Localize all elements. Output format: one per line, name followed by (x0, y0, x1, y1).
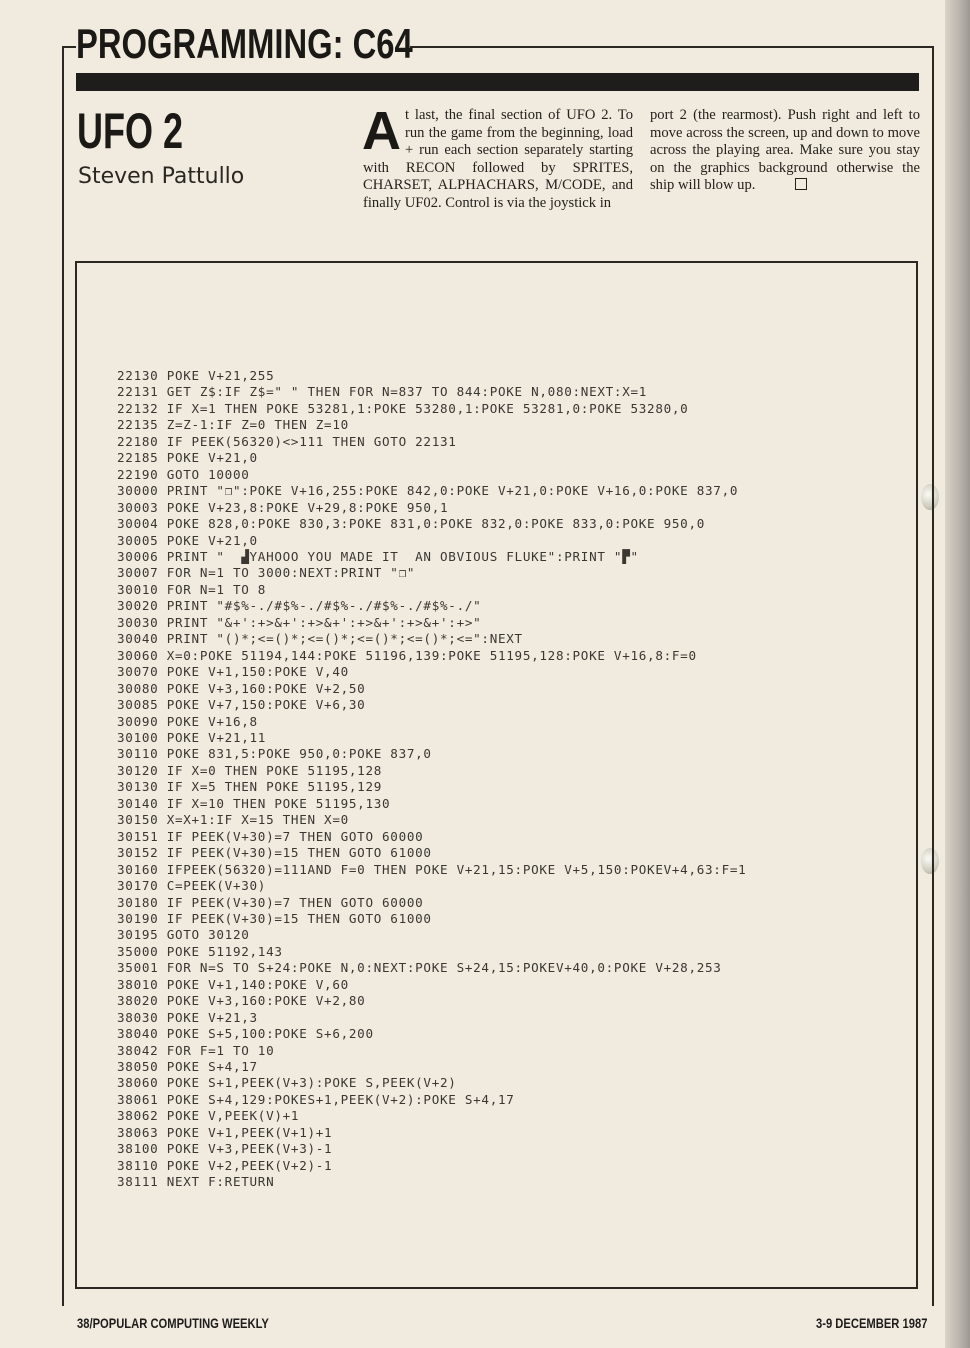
listing-line: 30120 IF X=0 THEN POKE 51195,128 (117, 762, 383, 778)
listing-line: 30190 IF PEEK(V+30)=15 THEN GOTO 61000 (117, 910, 432, 926)
listing-line: 30003 POKE V+23,8:POKE V+29,8:POKE 950,1 (117, 499, 449, 515)
listing-line: 30085 POKE V+7,150:POKE V+6,30 (117, 697, 366, 713)
listing-line: 38111 NEXT F:RETURN (117, 1174, 275, 1190)
listing-line: 30020 PRINT "#$%-./#$%-./#$%-./#$%-./#$%-./" (117, 598, 482, 614)
section-title: PROGRAMMING: C64 (76, 20, 413, 67)
listing-line: 22132 IF X=1 THEN POKE 53281,1:POKE 53280,1:POKE 53281,0:POKE 53280,0 (117, 400, 689, 416)
listing-line: 38042 FOR F=1 TO 10 (117, 1042, 275, 1058)
header-bar (76, 73, 919, 91)
binding-hole (921, 484, 939, 510)
frame-left-rule (62, 46, 64, 1306)
intro-column-2 (650, 107, 920, 195)
listing-line: 35000 POKE 51192,143 (117, 943, 283, 959)
intro-text-2: port 2 (the rearmost). Push right and left to move across the screen, up and down to move across the playing area. Make sure you stay on the graphics background otherwise the ship will blow up. (650, 107, 920, 193)
drop-cap: A (362, 101, 401, 161)
listing-line: 38050 POKE S+4,17 (117, 1059, 258, 1075)
listing-line: 38030 POKE V+21,3 (117, 1009, 258, 1025)
listing-line: 30130 IF X=5 THEN POKE 51195,129 (117, 779, 383, 795)
author-byline: Steven Pattullo (78, 164, 245, 189)
listing-line: 30140 IF X=10 THEN POKE 51195,130 (117, 795, 391, 811)
listing-line: 22131 GET Z$:IF Z$=" " THEN FOR N=837 TO 844:POKE N,080:NEXT:X=1 (117, 384, 648, 400)
listing-line: 38100 POKE V+3,PEEK(V+3)-1 (117, 1141, 333, 1157)
listing-line: 22135 Z=Z-1:IF Z=0 THEN Z=10 (117, 417, 349, 433)
listing-line: 30000 PRINT "❐":POKE V+16,255:POKE 842,0:POKE V+21,0:POKE V+16,0:POKE 837,0 (117, 483, 739, 499)
intro-text-1: t last, the final section of UFO 2. To run the game from the beginning, load + run each section separately starting with RECON followed by SPRITES, CHARSET, ALPHACHARS, M/CODE, and finally UF02. Control is via the joystick in (363, 107, 633, 211)
listing-line: 30090 POKE V+16,8 (117, 713, 258, 729)
listing-line: 38040 POKE S+5,100:POKE S+6,200 (117, 1026, 374, 1042)
listing-line: 30180 IF PEEK(V+30)=7 THEN GOTO 60000 (117, 894, 424, 910)
listing-line: 30030 PRINT "&+':+>&+':+>&+':+>&+':+>&+':+>" (117, 614, 482, 630)
listing-line: 30010 FOR N=1 TO 8 (117, 581, 267, 597)
listing-line: 38061 POKE S+4,129:POKES+1,PEEK(V+2):POKE S+4,17 (117, 1091, 515, 1107)
listing-line: 22180 IF PEEK(56320)<>111 THEN GOTO 22131 (117, 433, 457, 449)
listing-line: 38063 POKE V+1,PEEK(V+1)+1 (117, 1124, 333, 1140)
listing-line: 30160 IFPEEK(56320)=111AND F=0 THEN POKE V+21,15:POKE V+5,150:POKEV+4,63:F=1 (117, 861, 747, 877)
listing-line: 30007 FOR N=1 TO 3000:NEXT:PRINT "❐" (117, 565, 416, 581)
end-mark-icon (795, 178, 807, 190)
listing-line: 30070 POKE V+1,150:POKE V,40 (117, 664, 349, 680)
listing-line: 30195 GOTO 30120 (117, 927, 250, 943)
listing-line: 22185 POKE V+21,0 (117, 450, 258, 466)
intro-column-1 (362, 101, 633, 212)
listing-line: 38110 POKE V+2,PEEK(V+2)-1 (117, 1157, 333, 1173)
listing-line: 30151 IF PEEK(V+30)=7 THEN GOTO 60000 (117, 828, 424, 844)
listing-line: 30100 POKE V+21,11 (117, 729, 267, 745)
listing-line: 38020 POKE V+3,160:POKE V+2,80 (117, 993, 366, 1009)
footer-publication: 38/POPULAR COMPUTING WEEKLY (77, 1315, 269, 1331)
listing-line: 35001 FOR N=S TO S+24:POKE N,0:NEXT:POKE S+24,15:POKEV+40,0:POKE V+28,253 (117, 960, 722, 976)
article-title: UFO 2 (77, 103, 184, 159)
listing-line: 30004 POKE 828,0:POKE 830,3:POKE 831,0:POKE 832,0:POKE 833,0:POKE 950,0 (117, 516, 706, 532)
listing-line: 30152 IF PEEK(V+30)=15 THEN GOTO 61000 (117, 845, 432, 861)
listing-line: 22190 GOTO 10000 (117, 466, 250, 482)
listing-line: 22130 POKE V+21,255 (117, 368, 275, 383)
listing-line: 38010 POKE V+1,140:POKE V,60 (117, 976, 349, 992)
listing-line: 30006 PRINT " ▟YAHOOO YOU MADE IT AN OBVIOUS FLUKE":PRINT "▛" (117, 548, 639, 564)
listing-line: 38060 POKE S+1,PEEK(V+3):POKE S,PEEK(V+2) (117, 1075, 457, 1091)
listing-line: 30080 POKE V+3,160:POKE V+2,50 (117, 680, 366, 696)
listing-line: 38062 POKE V,PEEK(V)+1 (117, 1108, 300, 1124)
footer-date: 3-9 DECEMBER 1987 (816, 1315, 928, 1331)
page-edge (945, 0, 970, 1348)
listing-line: 30040 PRINT "()*;<=()*;<=()*;<=()*;<=()*;<=":NEXT (117, 631, 523, 647)
listing-line: 30110 POKE 831,5:POKE 950,0:POKE 837,0 (117, 746, 432, 762)
header-rule (62, 46, 76, 48)
header-rule (410, 46, 934, 48)
program-listing (117, 368, 746, 1191)
listing-line: 30060 X=0:POKE 51194,144:POKE 51196,139:POKE 51195,128:POKE V+16,8:F=0 (117, 647, 697, 663)
listing-line: 30170 C=PEEK(V+30) (117, 878, 267, 894)
frame-right-rule (932, 46, 934, 1306)
listing-line: 30005 POKE V+21,0 (117, 532, 258, 548)
listing-line: 30150 X=X+1:IF X=15 THEN X=0 (117, 812, 349, 828)
binding-hole (921, 848, 939, 874)
